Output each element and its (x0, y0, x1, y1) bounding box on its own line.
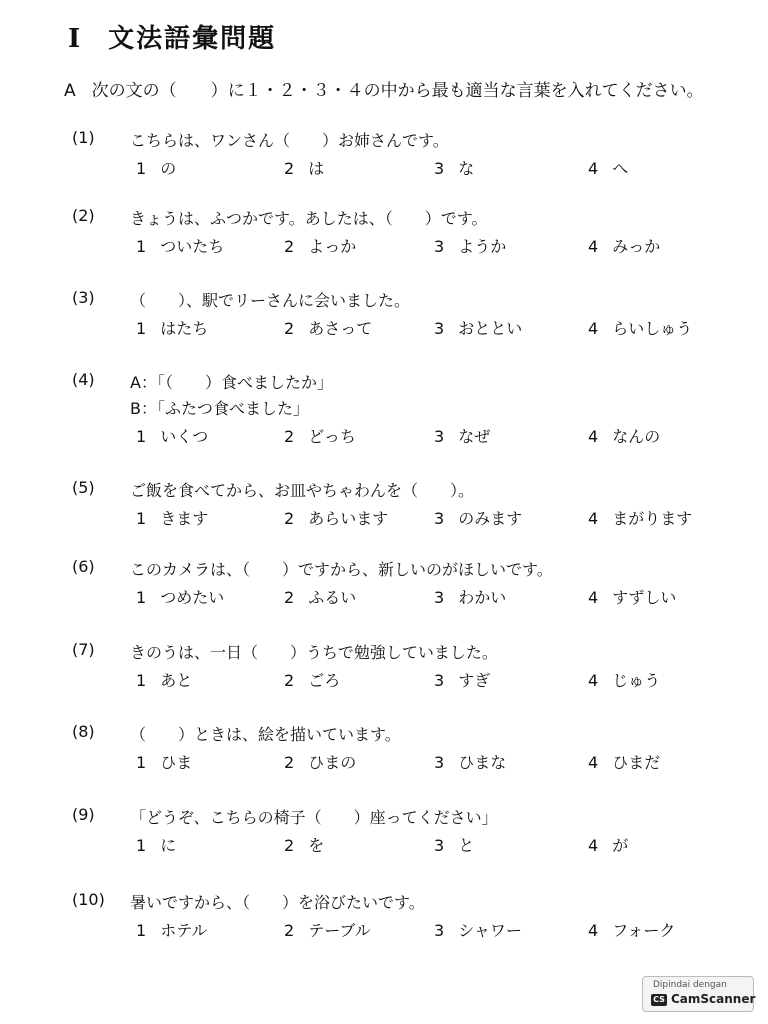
section-title: 文法語彙問題 (108, 24, 277, 54)
question-number: (1) (72, 128, 95, 147)
choice-text: あと (160, 671, 193, 690)
choice-number: 4 (588, 237, 599, 256)
answer-choice (434, 833, 474, 856)
choice-text: と (458, 836, 475, 855)
answer-choice (434, 424, 490, 447)
choice-number: 2 (284, 671, 295, 690)
choice-number: 4 (588, 159, 599, 178)
choice-number: 3 (434, 588, 445, 607)
choice-number: 4 (588, 671, 599, 690)
choice-number: 1 (136, 319, 147, 338)
answer-choice (588, 918, 675, 941)
question-text: B：「ふたつ食べました」 (130, 399, 309, 418)
question-item (72, 128, 732, 182)
question-text: A：「（ ）食べましたか」 (130, 373, 333, 392)
answer-choice (588, 234, 660, 257)
answer-choice (588, 506, 692, 529)
choice-text: ついたち (160, 237, 225, 256)
answer-choice (284, 424, 356, 447)
section-number: I (68, 24, 83, 54)
instruction-section-label: A (64, 81, 76, 101)
question-line (72, 478, 732, 504)
choice-text: わかい (458, 588, 507, 607)
choice-number: 2 (284, 921, 295, 940)
answer-choice (434, 156, 474, 179)
choice-text: らいしゅう (612, 319, 693, 338)
choice-number: 3 (434, 509, 445, 528)
answer-choice (136, 750, 192, 773)
answer-choice (136, 918, 207, 941)
choice-text: ふるい (308, 588, 357, 607)
answer-choice (136, 506, 208, 529)
choice-text: は (308, 159, 325, 178)
question-number: (7) (72, 640, 95, 659)
choice-row (72, 424, 732, 450)
question-item (72, 890, 732, 944)
question-line (72, 805, 732, 831)
choice-number: 2 (284, 159, 295, 178)
choice-text: みっか (612, 237, 661, 256)
choice-number: 2 (284, 588, 295, 607)
choice-row (72, 585, 732, 611)
choice-text: ひま (160, 753, 193, 772)
question-line (72, 288, 732, 314)
question-text: 暑いですから、（ ）を浴びたいです。 (130, 893, 425, 912)
choice-row (72, 668, 732, 694)
question-line (72, 396, 732, 422)
choice-number: 3 (434, 427, 445, 446)
choice-text: なぜ (458, 427, 491, 446)
question-item (72, 557, 732, 611)
choice-text: ようか (458, 237, 507, 256)
question-number: (5) (72, 478, 95, 497)
choice-text: の (160, 159, 177, 178)
choice-text: を (308, 836, 325, 855)
answer-choice (588, 833, 628, 856)
question-number: (9) (72, 805, 95, 824)
choice-text: に (160, 836, 177, 855)
choice-number: 2 (284, 836, 295, 855)
choice-row (72, 234, 732, 260)
choice-number: 1 (136, 427, 147, 446)
answer-choice (136, 424, 208, 447)
choice-text: フォーク (612, 921, 676, 940)
choice-number: 3 (434, 753, 445, 772)
answer-choice (284, 316, 372, 339)
choice-number: 4 (588, 836, 599, 855)
question-text: こちらは、ワンさん（ ）お姉さんです。 (130, 131, 449, 150)
choice-number: 1 (136, 588, 147, 607)
choice-text: な (458, 159, 475, 178)
choice-row (72, 506, 732, 532)
watermark-brand: CamScanner (671, 992, 756, 1006)
answer-choice (434, 506, 522, 529)
choice-text: じゅう (612, 671, 661, 690)
watermark-caption: Dipindai dengan (653, 980, 727, 990)
answer-choice (136, 668, 192, 691)
choice-text: おととい (458, 319, 523, 338)
choice-text: きます (160, 509, 209, 528)
choice-text: つめたい (160, 588, 225, 607)
question-item (72, 640, 732, 694)
question-line (72, 557, 732, 583)
question-number: (2) (72, 206, 95, 225)
choice-number: 2 (284, 509, 295, 528)
choice-text: ひまの (308, 753, 357, 772)
choice-number: 3 (434, 319, 445, 338)
choice-number: 2 (284, 319, 295, 338)
answer-choice (588, 668, 660, 691)
question-item (72, 805, 732, 859)
answer-choice (136, 156, 176, 179)
answer-choice (136, 833, 176, 856)
choice-text: テーブル (308, 921, 371, 940)
choice-row (72, 918, 732, 944)
choice-number: 3 (434, 159, 445, 178)
question-number: (4) (72, 370, 95, 389)
choice-text: なんの (612, 427, 661, 446)
answer-choice (588, 424, 660, 447)
choice-number: 2 (284, 427, 295, 446)
choice-text: はたち (160, 319, 209, 338)
question-line (72, 128, 732, 154)
choice-text: ごろ (308, 671, 341, 690)
answer-choice (136, 316, 208, 339)
choice-number: 3 (434, 836, 445, 855)
answer-choice (284, 506, 388, 529)
question-number: (3) (72, 288, 95, 307)
choice-number: 4 (588, 753, 599, 772)
answer-choice (284, 234, 356, 257)
choice-number: 3 (434, 921, 445, 940)
answer-choice (284, 833, 324, 856)
camscanner-watermark (642, 976, 754, 1012)
choice-text: どっち (308, 427, 356, 446)
answer-choice (136, 585, 224, 608)
choice-number: 4 (588, 921, 599, 940)
choice-number: 4 (588, 588, 599, 607)
question-number: (8) (72, 722, 95, 741)
answer-choice (434, 750, 506, 773)
choice-text: ひまだ (612, 753, 661, 772)
choice-row (72, 833, 732, 859)
question-text: ご飯を食べてから、お皿やちゃわんを（ ）。 (130, 481, 475, 500)
answer-choice (284, 668, 340, 691)
question-item (72, 206, 732, 260)
choice-number: 1 (136, 921, 147, 940)
answer-choice (434, 316, 522, 339)
question-line (72, 890, 732, 916)
choice-number: 3 (434, 671, 445, 690)
answer-choice (588, 316, 692, 339)
answer-choice (284, 585, 356, 608)
instruction-text: 次の文の（ ）に１・２・３・４の中から最も適当な言葉を入れてください。 (91, 81, 704, 101)
choice-number: 4 (588, 427, 599, 446)
answer-choice (588, 585, 676, 608)
question-text: （ ）ときは、絵を描いています。 (130, 725, 401, 744)
question-line (72, 640, 732, 666)
choice-number: 2 (284, 237, 295, 256)
choice-row (72, 156, 732, 182)
answer-choice (284, 750, 356, 773)
question-text: （ ）、駅でリーさんに会いました。 (130, 291, 411, 310)
choice-text: が (612, 836, 629, 855)
answer-choice (434, 585, 506, 608)
choice-text: いくつ (160, 427, 209, 446)
choice-text: ホテル (160, 921, 208, 940)
question-text: きょうは、ふつかです。あしたは、（ ）です。 (130, 209, 488, 228)
question-text: このカメラは、（ ）ですから、新しいのがほしいです。 (130, 560, 553, 579)
answer-choice (284, 918, 371, 941)
question-item (72, 288, 732, 342)
camscanner-icon: CS (651, 994, 667, 1006)
question-item (72, 722, 732, 776)
choice-text: まがります (612, 509, 693, 528)
choice-text: すずしい (612, 588, 677, 607)
choice-number: 1 (136, 671, 147, 690)
choice-text: ひまな (458, 753, 507, 772)
choice-text: へ (612, 159, 629, 178)
question-number: (10) (72, 890, 105, 909)
question-number: (6) (72, 557, 95, 576)
answer-choice (434, 918, 522, 941)
choice-number: 1 (136, 159, 147, 178)
choice-text: あさって (308, 319, 373, 338)
question-line (72, 370, 732, 396)
instruction (64, 76, 704, 101)
choice-number: 1 (136, 237, 147, 256)
page-title (68, 18, 276, 55)
answer-choice (434, 668, 490, 691)
answer-choice (588, 156, 628, 179)
choice-row (72, 316, 732, 342)
answer-choice (434, 234, 506, 257)
choice-number: 2 (284, 753, 295, 772)
choice-number: 3 (434, 237, 445, 256)
question-line (72, 206, 732, 232)
choice-number: 4 (588, 509, 599, 528)
question-item (72, 370, 732, 450)
question-text: きのうは、一日（ ）うちで勉強していました。 (130, 643, 498, 662)
choice-number: 1 (136, 753, 147, 772)
choice-text: のみます (458, 509, 523, 528)
choice-text: シャワー (458, 921, 522, 940)
choice-text: すぎ (458, 671, 491, 690)
answer-choice (136, 234, 224, 257)
question-text: 「どうぞ、こちらの椅子（ ）座ってください」 (130, 808, 498, 827)
choice-number: 1 (136, 836, 147, 855)
choice-number: 1 (136, 509, 147, 528)
choice-text: あらいます (308, 509, 389, 528)
choice-number: 4 (588, 319, 599, 338)
question-item (72, 478, 732, 532)
question-line (72, 722, 732, 748)
choice-text: よっか (308, 237, 357, 256)
choice-row (72, 750, 732, 776)
answer-choice (588, 750, 660, 773)
answer-choice (284, 156, 324, 179)
